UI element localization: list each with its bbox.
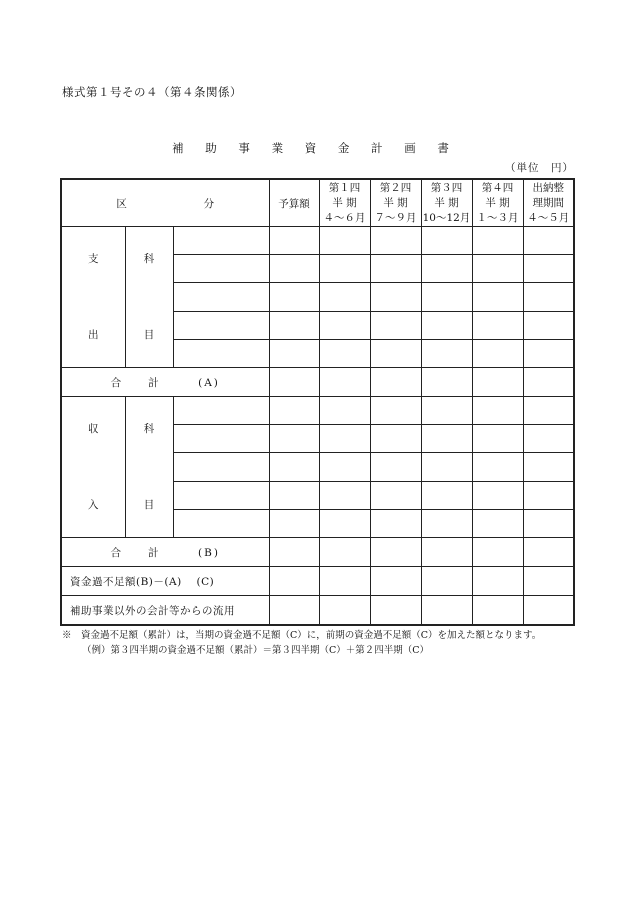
amount-cell[interactable] [523, 481, 574, 509]
revenue-total-row [61, 538, 574, 567]
revenue-total-label: 合 計 (B) [61, 538, 269, 567]
revenue-item-label: 科 目 [125, 397, 173, 538]
revenue-row [61, 397, 574, 425]
amount-cell[interactable] [523, 567, 574, 596]
amount-cell[interactable] [421, 425, 472, 453]
amount-cell[interactable] [421, 481, 472, 509]
amount-cell[interactable] [370, 368, 421, 397]
amount-cell[interactable] [472, 283, 523, 311]
revenue-item-cell[interactable] [173, 453, 269, 481]
expenditure-item-cell[interactable] [173, 255, 269, 283]
amount-cell[interactable] [523, 425, 574, 453]
expenditure-item-cell[interactable] [173, 227, 269, 255]
amount-cell[interactable] [472, 453, 523, 481]
amount-cell[interactable] [523, 311, 574, 339]
revenue-label: 収 入 [61, 397, 125, 538]
amount-cell[interactable] [421, 397, 472, 425]
q3-header: 第３四 半 期 10～12月 [421, 179, 472, 227]
amount-cell[interactable] [319, 255, 370, 283]
amount-cell[interactable] [421, 255, 472, 283]
amount-cell[interactable] [523, 368, 574, 397]
amount-cell[interactable] [319, 538, 370, 567]
amount-cell[interactable] [472, 596, 523, 626]
amount-cell[interactable] [370, 567, 421, 596]
amount-cell[interactable] [523, 339, 574, 367]
amount-cell[interactable] [523, 509, 574, 537]
amount-cell[interactable] [370, 283, 421, 311]
amount-cell[interactable] [421, 453, 472, 481]
expenditure-total-row [61, 368, 574, 397]
amount-cell[interactable] [319, 227, 370, 255]
amount-cell[interactable] [269, 368, 319, 397]
amount-cell[interactable] [472, 397, 523, 425]
amount-cell[interactable] [523, 397, 574, 425]
amount-cell[interactable] [421, 368, 472, 397]
revenue-item-cell[interactable] [173, 425, 269, 453]
amount-cell[interactable] [269, 227, 319, 255]
amount-cell[interactable] [472, 311, 523, 339]
amount-cell[interactable] [421, 596, 472, 626]
amount-cell[interactable] [370, 339, 421, 367]
budget-header: 予算額 [269, 179, 319, 227]
amount-cell[interactable] [269, 397, 319, 425]
expenditure-row [61, 227, 574, 255]
amount-cell[interactable] [472, 339, 523, 367]
fund-plan-table [60, 178, 575, 626]
amount-cell[interactable] [421, 311, 472, 339]
amount-cell[interactable] [421, 567, 472, 596]
amount-cell[interactable] [523, 283, 574, 311]
amount-cell[interactable] [370, 509, 421, 537]
amount-cell[interactable] [319, 425, 370, 453]
amount-cell[interactable] [319, 453, 370, 481]
amount-cell[interactable] [370, 453, 421, 481]
amount-cell[interactable] [370, 311, 421, 339]
amount-cell[interactable] [319, 397, 370, 425]
amount-cell[interactable] [421, 227, 472, 255]
q4-header: 第４四 半 期 １～３月 [472, 179, 523, 227]
amount-cell[interactable] [370, 255, 421, 283]
amount-cell[interactable] [523, 453, 574, 481]
expenditure-item-cell[interactable] [173, 339, 269, 367]
closing-period-header: 出納整 理期間 ４～５月 [523, 179, 574, 227]
header-row [61, 179, 574, 227]
unit-label: （単位 円） [505, 162, 574, 174]
amount-cell[interactable] [319, 339, 370, 367]
amount-cell[interactable] [319, 283, 370, 311]
amount-cell[interactable] [421, 538, 472, 567]
kubun-right: 分 [203, 197, 215, 210]
q2-header: 第２四 半 期 ７～９月 [370, 179, 421, 227]
amount-cell[interactable] [472, 538, 523, 567]
revenue-item-cell[interactable] [173, 481, 269, 509]
amount-cell[interactable] [269, 255, 319, 283]
amount-cell[interactable] [269, 481, 319, 509]
amount-cell[interactable] [421, 339, 472, 367]
amount-cell[interactable] [269, 596, 319, 626]
amount-cell[interactable] [319, 368, 370, 397]
notes [62, 628, 541, 658]
amount-cell[interactable] [472, 255, 523, 283]
amount-cell[interactable] [472, 368, 523, 397]
expenditure-total-label: 合 計 (A) [61, 368, 269, 397]
amount-cell[interactable] [370, 538, 421, 567]
amount-cell[interactable] [472, 227, 523, 255]
amount-cell[interactable] [269, 567, 319, 596]
document-title: 補 助 事 業 資 金 計 画 書 [172, 141, 458, 155]
amount-cell[interactable] [421, 283, 472, 311]
amount-cell[interactable] [472, 567, 523, 596]
form-number: 様式第１号その４（第４条関係） [62, 85, 242, 99]
amount-cell[interactable] [370, 596, 421, 626]
amount-cell[interactable] [269, 311, 319, 339]
expenditure-label: 支 出 [61, 227, 125, 368]
amount-cell[interactable] [472, 425, 523, 453]
revenue-item-cell[interactable] [173, 397, 269, 425]
amount-cell[interactable] [370, 425, 421, 453]
amount-cell[interactable] [472, 481, 523, 509]
kubun-left: 区 [116, 197, 127, 210]
diversion-row [61, 596, 574, 626]
amount-cell[interactable] [319, 481, 370, 509]
amount-cell[interactable] [472, 509, 523, 537]
amount-cell[interactable] [370, 481, 421, 509]
amount-cell[interactable] [269, 339, 319, 367]
shortfall-row [61, 567, 574, 596]
note-line: ※ 資金過不足額（累計）は，当期の資金過不足額（C）に，前期の資金過不足額（C）を加えた額となります。 [62, 630, 542, 641]
amount-cell[interactable] [319, 509, 370, 537]
diversion-label: 補助事業以外の会計等からの流用 [61, 596, 269, 626]
expenditure-item-label: 科 目 [125, 227, 173, 368]
amount-cell[interactable] [269, 453, 319, 481]
amount-cell[interactable] [523, 596, 574, 626]
amount-cell[interactable] [269, 425, 319, 453]
shortfall-label: 資金過不足額(B)－(A) (C) [61, 567, 269, 596]
expenditure-item-cell[interactable] [173, 283, 269, 311]
expenditure-item-cell[interactable] [173, 311, 269, 339]
amount-cell[interactable] [269, 283, 319, 311]
kubun-header [61, 179, 269, 227]
q1-header: 第１四 半 期 ４～６月 [319, 179, 370, 227]
amount-cell[interactable] [370, 397, 421, 425]
amount-cell[interactable] [269, 509, 319, 537]
amount-cell[interactable] [319, 596, 370, 626]
amount-cell[interactable] [269, 538, 319, 567]
amount-cell[interactable] [523, 255, 574, 283]
revenue-item-cell[interactable] [173, 509, 269, 537]
amount-cell[interactable] [319, 311, 370, 339]
amount-cell[interactable] [523, 227, 574, 255]
amount-cell[interactable] [370, 227, 421, 255]
amount-cell[interactable] [421, 509, 472, 537]
amount-cell[interactable] [523, 538, 574, 567]
amount-cell[interactable] [319, 567, 370, 596]
note-example: （例）第３四半期の資金過不足額（累計）＝第３四半期（C）＋第２四半期（C） [82, 645, 430, 656]
